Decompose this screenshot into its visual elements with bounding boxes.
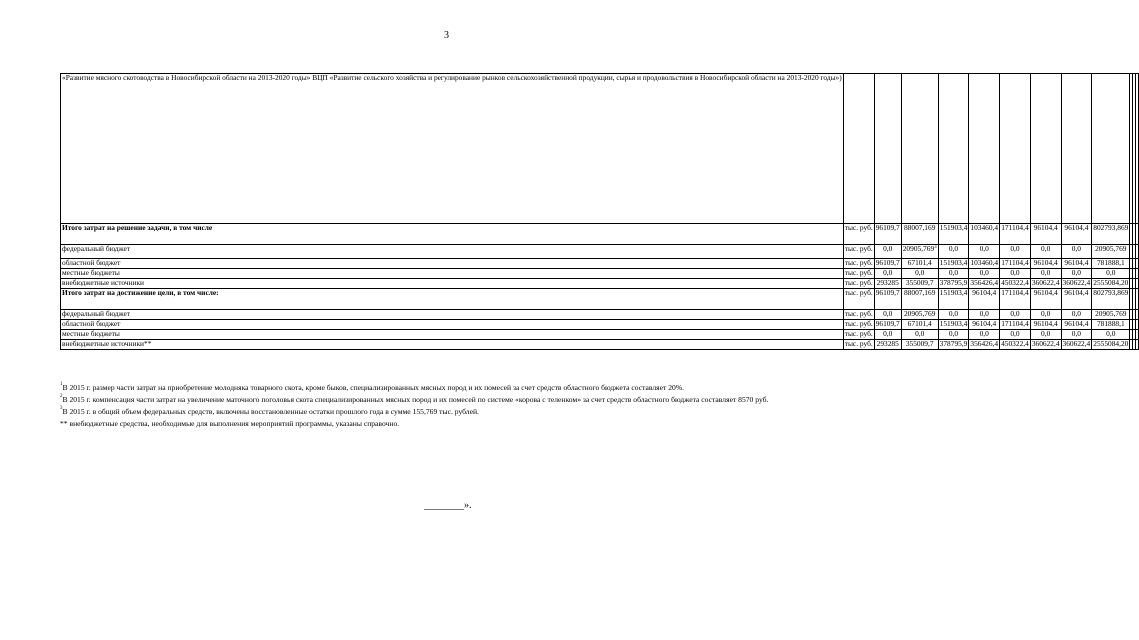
value-cell: 0,0 bbox=[874, 310, 901, 320]
empty-cell bbox=[1136, 224, 1139, 245]
row-label: местные бюджеты bbox=[61, 269, 844, 279]
row-label: Итого затрат на решение задачи, в том числе bbox=[61, 224, 844, 245]
value-cell: 356426,4 bbox=[970, 278, 999, 287]
value-cell: 0,0 bbox=[901, 330, 938, 340]
footnote-marker: 1 bbox=[60, 382, 63, 387]
value-cell: 450322,4 bbox=[1001, 339, 1029, 348]
footnote bbox=[60, 418, 860, 430]
unit-cell: тыс. руб. bbox=[844, 309, 873, 318]
value-cell: 0,0 bbox=[969, 310, 1000, 320]
value-cell: 378795,9 bbox=[939, 339, 968, 348]
value-cell: 96104,4 bbox=[1030, 289, 1061, 310]
row-label: областной бюджет bbox=[61, 320, 844, 330]
footnote-text: В 2015 г. компенсация части затрат на увеличение маточного поголовья скота специализированных мясных пород и их помесей по системе «корова с теленком» за счет средств областного бюджета составляет 8570 руб. bbox=[62, 395, 769, 404]
value-cell: 293285 bbox=[874, 340, 901, 350]
table-row bbox=[61, 259, 1139, 269]
footnote-text: В 2015 г. размер части затрат на приобретение молодняка товарного скота, кроме быков, специализированных мясных пород и их помесей за счет средств областного бюджета составляет 20%. bbox=[62, 383, 685, 392]
value-cell: 0,0 bbox=[1061, 330, 1092, 340]
value-cell: 88007,169 bbox=[901, 289, 938, 310]
value-cell: 0,0 bbox=[1030, 245, 1061, 259]
value-cell: 781888,1 bbox=[1092, 259, 1130, 269]
value-cell: 96104,4 bbox=[1030, 259, 1061, 269]
value-cell: 360622,4 bbox=[1062, 339, 1091, 348]
value-cell: 0,0 bbox=[1061, 310, 1092, 320]
value-cell: 356426,4 bbox=[970, 339, 999, 348]
empty-cell bbox=[1136, 340, 1139, 350]
empty-cell bbox=[1136, 330, 1139, 340]
value-cell: 0,0 bbox=[938, 269, 969, 279]
value-cell: 88007,169 bbox=[901, 224, 938, 245]
value-cell: 0,0 bbox=[969, 330, 1000, 340]
value-cell: 0,0 bbox=[1061, 269, 1092, 279]
value-cell: 450322,4 bbox=[1001, 278, 1029, 287]
value-cell: 0,0 bbox=[1000, 269, 1031, 279]
table-row bbox=[61, 310, 1139, 320]
value-cell: 781888,1 bbox=[1092, 320, 1130, 330]
row-label: федеральный бюджет bbox=[61, 245, 844, 259]
unit-cell: тыс. руб. bbox=[844, 278, 873, 287]
footnote bbox=[60, 406, 860, 418]
table-row bbox=[61, 245, 1139, 259]
footnote-marker: 3 bbox=[60, 406, 63, 411]
value-cell: 360622,4 bbox=[1031, 278, 1060, 287]
value-cell: 0,0 bbox=[1092, 330, 1130, 340]
empty-cell bbox=[1136, 279, 1139, 289]
value-cell: 0,0 bbox=[1000, 330, 1031, 340]
closing-mark: ________». bbox=[424, 500, 472, 511]
empty-cell bbox=[1136, 310, 1139, 320]
unit-cell: тыс. руб. bbox=[844, 268, 873, 277]
value-cell: 0,0 bbox=[1092, 269, 1130, 279]
empty-cell bbox=[1136, 289, 1139, 310]
program-description: «Развитие мясного скотоводства в Новосибирской области на 2013-2020 годы» ВЦП «Развитие сельского хозяйства и регулирование рынков сельскохозяйственной продукции, сырья и продовольствия в Новосибирской области на 2013-2020 годы») bbox=[61, 74, 844, 224]
unit-cell: тыс. руб. bbox=[843, 245, 874, 259]
value-cell: 355009,7 bbox=[901, 279, 938, 289]
table-row bbox=[61, 320, 1139, 330]
value-cell: 0,0 bbox=[969, 269, 1000, 279]
unit-cell: тыс. руб. bbox=[844, 339, 873, 348]
table-row bbox=[61, 340, 1139, 350]
value-cell: 20905,769 bbox=[1092, 245, 1130, 259]
footnote bbox=[60, 382, 860, 394]
value-cell: 0,0 bbox=[938, 245, 969, 259]
value-cell: 171104,4 bbox=[1000, 224, 1031, 245]
value-cell: 103460,4 bbox=[970, 258, 999, 267]
table-row bbox=[61, 224, 1139, 245]
empty-cell bbox=[1136, 320, 1139, 330]
footnote-text: внебюджетные средства, необходимые для выполнения мероприятий программы, указаны справочно. bbox=[67, 419, 400, 428]
value-cell: 171104,4 bbox=[1001, 319, 1029, 328]
value-cell: 96104,4 bbox=[1030, 320, 1061, 330]
value-cell: 96104,4 bbox=[1061, 320, 1092, 330]
value-cell: 171104,4 bbox=[1000, 289, 1031, 310]
unit-cell: тыс. руб. bbox=[843, 224, 874, 245]
value-cell: 360622,4 bbox=[1062, 278, 1091, 287]
value-cell: 20905,769 bbox=[1092, 310, 1130, 320]
value-cell: 151903,4 bbox=[938, 289, 969, 310]
value-cell: 0,0 bbox=[901, 269, 938, 279]
row-label: федеральный бюджет bbox=[61, 310, 844, 320]
value-cell: 96104,4 bbox=[1030, 224, 1061, 245]
value-cell: 67101,4 bbox=[901, 259, 938, 269]
program-description-row bbox=[61, 74, 1139, 224]
value-cell: 96109,7 bbox=[874, 224, 901, 245]
row-label: Итого затрат на достижение цели, в том числе: bbox=[61, 289, 844, 310]
value-cell: 0,0 bbox=[1000, 245, 1031, 259]
value-cell: 0,0 bbox=[938, 330, 969, 340]
value-cell: 0,0 bbox=[874, 330, 901, 340]
unit-cell: тыс. руб. bbox=[844, 258, 873, 267]
value-cell: 96104,4 bbox=[1061, 224, 1092, 245]
value-cell: 2555084,20 bbox=[1093, 339, 1129, 348]
value-cell: 0,0 bbox=[874, 245, 901, 259]
value-cell: 0,0 bbox=[874, 269, 901, 279]
row-label: областной бюджет bbox=[61, 259, 844, 269]
value-cell: 151903,4 bbox=[939, 319, 968, 328]
value-cell: 802793,869 bbox=[1092, 224, 1130, 245]
value-cell: 0,0 bbox=[1030, 310, 1061, 320]
empty-cell bbox=[1136, 269, 1139, 279]
value-cell: 171104,4 bbox=[1001, 258, 1029, 267]
value-cell: 67101,4 bbox=[901, 320, 938, 330]
value-cell: 96104,4 bbox=[969, 320, 1000, 330]
empty-cell bbox=[1136, 245, 1139, 259]
value-cell: 0,0 bbox=[938, 310, 969, 320]
value-cell: 293285 bbox=[874, 279, 901, 289]
page-number: 3 bbox=[444, 30, 449, 41]
footnote bbox=[60, 394, 860, 406]
value-cell: 96104,4 bbox=[1061, 289, 1092, 310]
value-cell: 378795,9 bbox=[939, 278, 968, 287]
value-cell: 96104,4 bbox=[969, 289, 1000, 310]
table-row bbox=[61, 279, 1139, 289]
row-label: внебюджетные источники** bbox=[61, 340, 844, 350]
value-cell: 0,0 bbox=[1030, 269, 1061, 279]
value-cell: 151903,4 bbox=[939, 258, 968, 267]
value-cell: 360622,4 bbox=[1031, 339, 1060, 348]
value-cell: 96104,4 bbox=[1061, 259, 1092, 269]
unit-cell: тыс. руб. bbox=[843, 289, 874, 310]
value-cell: 96109,7 bbox=[874, 289, 901, 310]
value-cell: 20905,769 bbox=[901, 310, 938, 320]
footnote-marker: 2 bbox=[60, 394, 63, 399]
value-cell: 355009,7 bbox=[901, 340, 938, 350]
budget-table bbox=[60, 73, 1139, 350]
value-cell: 2555084,20 bbox=[1093, 278, 1129, 287]
table-row bbox=[61, 289, 1139, 310]
value-cell: 0,0 bbox=[969, 245, 1000, 259]
value-cell: 0,0 bbox=[1061, 245, 1092, 259]
value-cell: 96109,7 bbox=[875, 319, 900, 328]
value-cell: 96109,7 bbox=[875, 258, 900, 267]
footnotes bbox=[60, 382, 860, 430]
footnote-text: В 2015 г. в общий объем федеральных средств, включены восстановленные остатки прошлого года в сумме 155,769 тыс. рублей. bbox=[62, 407, 479, 416]
value-cell: 0,0 bbox=[1030, 330, 1061, 340]
unit-cell: тыс. руб. bbox=[844, 329, 873, 338]
value-cell: 802793,869 bbox=[1092, 289, 1130, 310]
row-label: внебюджетные источники bbox=[61, 279, 844, 289]
value-cell: 20905,769$^3$ bbox=[901, 245, 938, 259]
value-cell: 103460,4 bbox=[969, 224, 1000, 245]
row-label: местные бюджеты bbox=[61, 330, 844, 340]
table-row bbox=[61, 330, 1139, 340]
unit-cell: тыс. руб. bbox=[844, 319, 873, 328]
empty-cell bbox=[1136, 259, 1139, 269]
table-row bbox=[61, 269, 1139, 279]
footnote-marker: ** bbox=[60, 419, 68, 428]
value-cell: 0,0 bbox=[1000, 310, 1031, 320]
value-cell: 151903,4 bbox=[938, 224, 969, 245]
